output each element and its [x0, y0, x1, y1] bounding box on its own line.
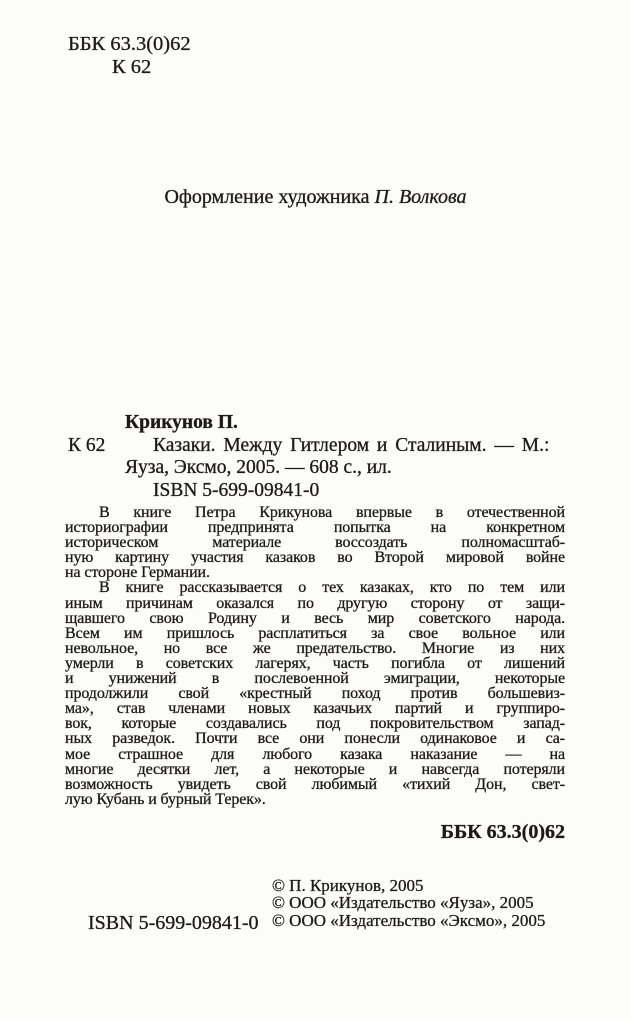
- copyright-block: [272, 877, 545, 929]
- annotation-line: мое страшное для любого казака наказание — на: [65, 745, 565, 763]
- annotation-line: ную картину участия казаков во Второй мировой войне: [65, 549, 565, 567]
- annotation-line: ных разведок. Почти все они понесли одинаковое и са-: [65, 730, 565, 748]
- annotation-line: В книге рассказывается о тех казаках, кто по тем или: [99, 579, 565, 597]
- annotation-line: историографии предпринята попытка на конкретном: [65, 519, 565, 537]
- annotation-line: иным причинам оказался по другую сторону от защи-: [65, 594, 565, 612]
- annotation-line: возможность увидеть свой любимый «тихий Дон, свет-: [65, 775, 565, 793]
- annotation-line: историческом материале воссоздать полномасштаб-: [65, 534, 565, 552]
- annotation-line: вок, которые создавались под покровительством запад-: [65, 715, 565, 733]
- catalog-card-author: Крикунов П.: [125, 412, 238, 433]
- catalog-card-code: К 62: [68, 434, 106, 456]
- annotation-line: на стороне Германии.: [65, 564, 210, 582]
- catalog-card-title: Казаки. Между Гитлером и Сталиным. — М.:: [153, 434, 550, 456]
- annotation-line: продолжили свой «крестный поход против большевиз-: [65, 685, 565, 703]
- annotation-line: Всем им пришлось расплатиться за свое вольное или: [65, 624, 565, 642]
- designer-name: П. Волкова: [374, 186, 467, 208]
- copyright-line-eksmo: © ООО «Издательство «Эксмо», 2005: [272, 910, 546, 930]
- annotation-line: умерли в советских лагерях, часть погибла от лишений: [65, 654, 565, 672]
- copyright-line-yauza: © ООО «Издательство «Яуза», 2005: [272, 893, 534, 913]
- annotation-line: В книге Петра Крикунова впервые в отечественной: [99, 504, 565, 521]
- catalog-card-publisher: Яуза, Эксмо, 2005. — 608 с., ил.: [125, 457, 392, 479]
- catalog-card-title-row: [68, 435, 568, 458]
- copyright-line-author: © П. Крикунов, 2005: [272, 876, 424, 895]
- isbn-bottom: ISBN 5-699-09841-0: [88, 912, 259, 934]
- annotation-line: лую Кубань и бурный Терек».: [65, 790, 266, 808]
- bbk-code-top: [68, 33, 191, 79]
- annotation-line: многие десятки лет, а некоторые и навсегда потеряли: [65, 760, 565, 778]
- annotation-line: и унижений в послевоенной эмиграции, некоторые: [65, 670, 565, 688]
- bbk-code-bottom: ББК 63.3(0)62: [440, 821, 565, 843]
- catalog-card: [68, 412, 568, 502]
- bbk-code-top-line1: ББК 63.3(0)62: [68, 33, 191, 55]
- designer-credit: [0, 186, 631, 209]
- annotation-line: ма», став членами новых казачьих партий и группиро-: [65, 700, 565, 718]
- designer-credit-text: Оформление художника: [164, 186, 375, 208]
- annotation-line: невольное, но все же предательство. Многие из них: [65, 639, 565, 657]
- annotation-line: щавшего свою Родину и весь мир советского народа.: [65, 609, 565, 627]
- annotation-text: [65, 505, 565, 807]
- catalog-card-isbn: ISBN 5-699-09841-0: [153, 479, 320, 501]
- bbk-code-top-line2: К 62: [112, 56, 152, 78]
